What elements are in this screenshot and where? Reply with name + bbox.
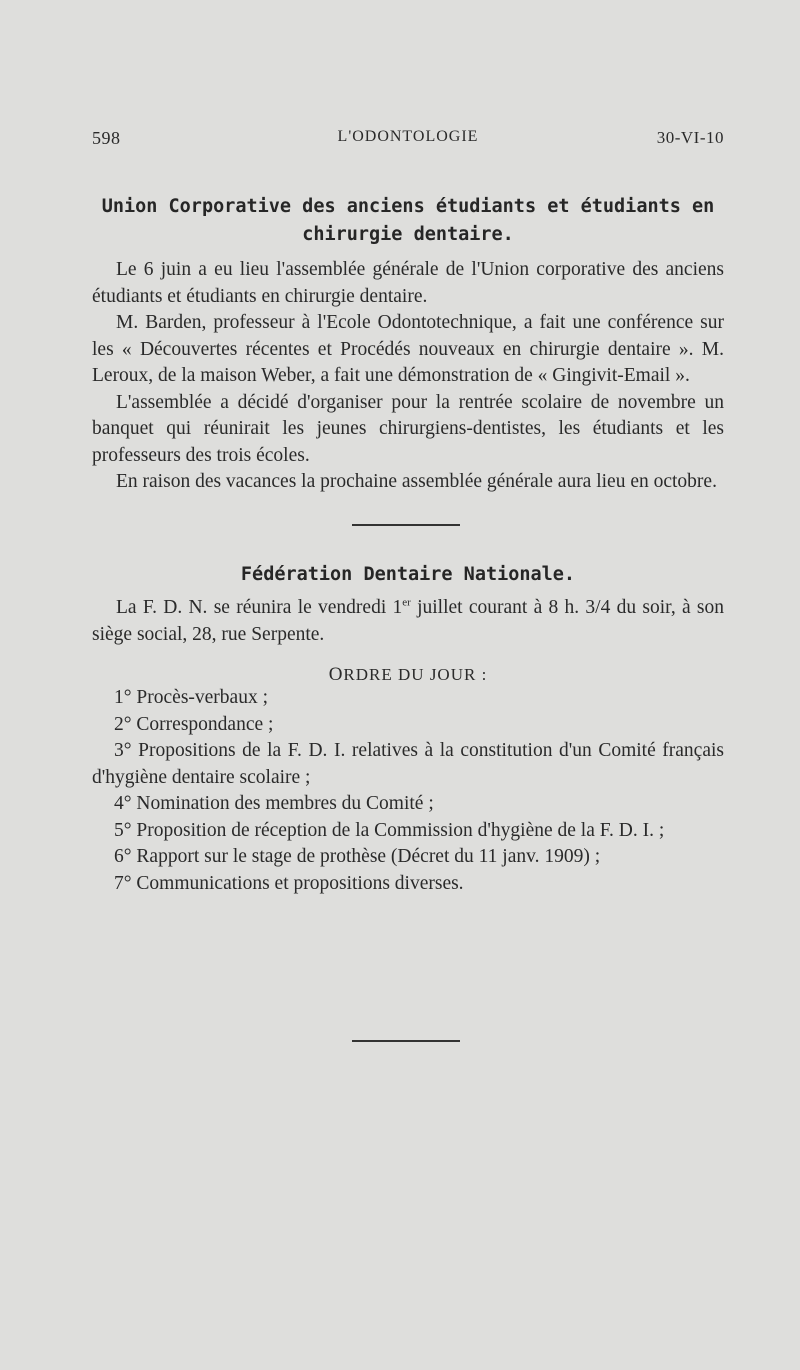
paragraph: Le 6 juin a eu lieu l'assemblée générale de l'Union corporative des anciens étudiants et étudiants en chirurgie dentaire.: [92, 259, 724, 307]
agenda-list: [92, 685, 724, 897]
agenda-item: 6° Rapport sur le stage de prothèse (Décret du 11 janv. 1909) ;: [114, 846, 601, 867]
agenda-item: 7° Communications et propositions diverses.: [114, 872, 464, 894]
agenda-item: 5° Proposition de réception de la Commission d'hygiène de la F. D. I. ;: [114, 819, 665, 841]
intro-text: La F. D. N. se réunira le vendredi 1: [116, 597, 403, 618]
agenda-heading-rest: RDRE DU JOUR :: [343, 665, 488, 684]
paragraph: M. Barden, professeur à l'Ecole Odontotechnique, a fait une conférence sur les « Découvertes récentes et Procédés nouveaux en chirurgie dentaire ». M. Leroux, de la maison Weber, a fait une démonstration de « Gingivit-Email ».: [92, 312, 724, 386]
section-title-federation: Fédération Dentaire Nationale.: [240, 564, 576, 585]
page-header: [92, 128, 724, 154]
section-title-union-corporative: [92, 193, 724, 249]
paragraph: [92, 595, 724, 648]
agenda-heading-initial: O: [328, 664, 344, 685]
section-body-federation: [92, 595, 724, 648]
agenda-heading: [92, 664, 724, 686]
agenda-item: 4° Nomination des membres du Comité ;: [114, 793, 434, 814]
section-title-line: chirurgie dentaire.: [302, 224, 514, 245]
agenda-item: 3° Propositions de la F. D. I. relatives à la constitution d'un Comité français d'hygiène dentaire scolaire ;: [92, 740, 724, 788]
issue-date: 30-VI-10: [656, 128, 724, 147]
section-divider: [352, 524, 460, 526]
paragraph: L'assemblée a décidé d'organiser pour la rentrée scolaire de novembre un banquet qui réunirait les jeunes chirurgiens-dentistes, les étudiants et les professeurs des trois écoles.: [92, 391, 724, 466]
intro-text: juillet courant à 8 h. 3/4 du soir, à son siège social, 28, rue Serpente.: [92, 597, 724, 645]
agenda-item: 1° Procès-verbaux ;: [114, 687, 269, 708]
page-number: 598: [92, 128, 121, 148]
end-divider: [352, 1040, 460, 1042]
section-title-line: Union Corporative des anciens étudiants et étudiants en: [101, 196, 715, 217]
agenda-item: 2° Correspondance ;: [114, 713, 274, 735]
paragraph: En raison des vacances la prochaine assemblée générale aura lieu en octobre.: [116, 471, 717, 492]
section-body-union-corporative: [92, 257, 724, 496]
superscript: er: [402, 596, 411, 609]
running-title: L'ODONTOLOGIE: [337, 128, 479, 145]
